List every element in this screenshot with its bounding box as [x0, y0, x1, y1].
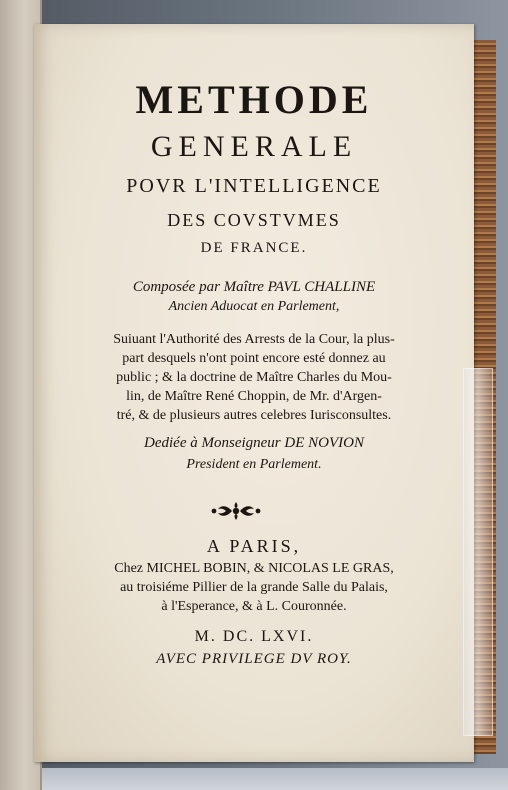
table-surface — [0, 768, 508, 790]
privilege-line: AVEC PRIVILEGE DV ROY. — [156, 651, 352, 667]
author-line-2: Ancien Aduocat en Parlement, — [168, 299, 340, 314]
body-line: lin, de Maître René Choppin, de Mr. d'Argen- — [126, 389, 382, 404]
imprint-date: M. DC. LXVI. — [194, 628, 314, 645]
fleuron-ornament-icon — [210, 500, 262, 522]
body-line: part desquels n'ont point encore esté donnez au — [122, 351, 386, 366]
publisher-line-1: Chez MICHEL BOBIN, & NICOLAS LE GRAS, — [114, 561, 394, 576]
title-page — [34, 24, 474, 762]
publisher-line-2: au troisiéme Pillier de la grande Salle du Palais, — [120, 580, 388, 595]
body-line: public ; & la doctrine de Maître Charles du Mou- — [116, 370, 392, 385]
imprint-place: A PARIS, — [206, 536, 302, 556]
title-line-4: DES COVSTVMES — [167, 210, 341, 230]
publisher-line-3: à l'Esperance, & à L. Couronnée. — [161, 599, 347, 614]
body-line: Suiuant l'Authorité des Arrests de la Cour, la plus- — [113, 332, 395, 347]
dedication-line-2: President en Parlement. — [186, 457, 322, 472]
title-line-2: GENERALE — [150, 130, 358, 163]
body-line: tré, & de plusieurs autres celebres Iurisconsultes. — [116, 408, 392, 423]
title-line-3: POVR L'INTELLIGENCE — [126, 175, 382, 197]
title-line-5: DE FRANCE. — [200, 240, 308, 256]
author-line-1: Composée par Maître PAVL CHALLINE — [132, 279, 376, 295]
title-line-1: METHODE — [135, 77, 373, 122]
page-clip — [463, 368, 493, 736]
dedication-line-1: Dediée à Monseigneur DE NOVION — [144, 435, 364, 451]
